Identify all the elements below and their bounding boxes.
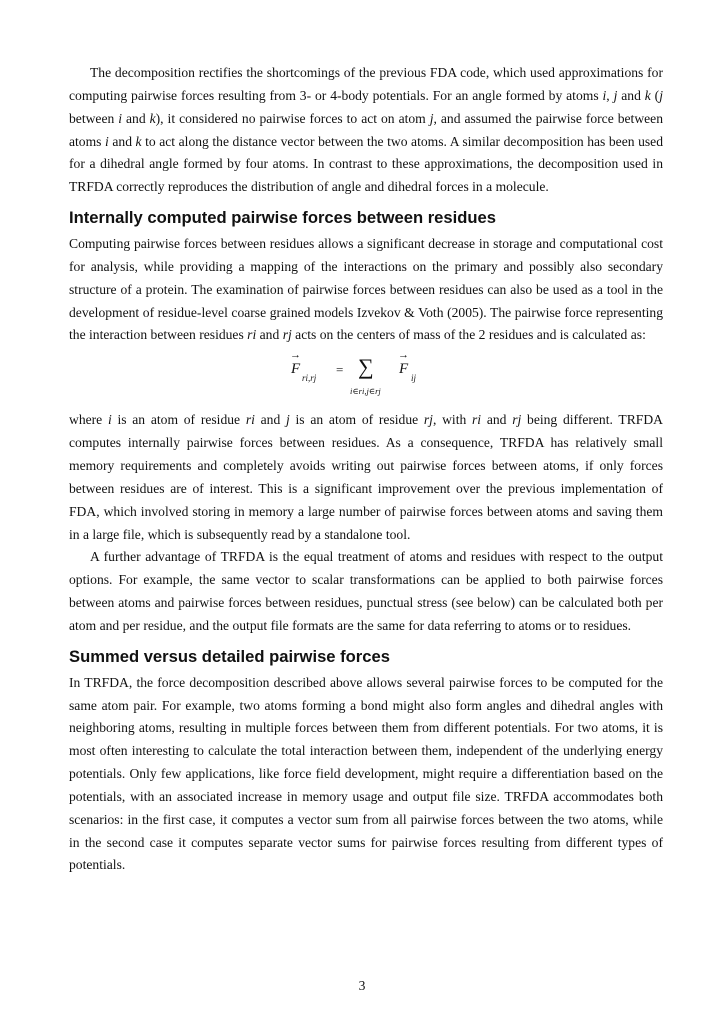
rhs-subscript: ij [411,373,417,384]
lhs-force-vector: → F [290,349,301,378]
equation-residue-force [69,349,663,403]
equals-sign: = [336,362,344,378]
rhs-force-vector: → F [398,349,409,378]
section-heading-summed-detailed: Summed versus detailed pairwise forces [69,646,390,666]
page-content [69,62,663,877]
summation-symbol: ∑ [358,354,374,380]
section-heading-residue-forces: Internally computed pairwise forces between residues [69,208,496,228]
paragraph-summed-detailed: In TRFDA, the force decomposition described above allows several pairwise forces to be computed for the same atom pair. For example, two atoms forming a bond might also form angles and dihedral angles with neighboring atoms, resulting in multiple forces between them from different potentials. For two atoms, it is most often interesting to calculate the total interaction between them, independent of the underlying energy potentials. Only few applications, like force field development, might require a differentiation based on the potentials, with an associated increase in memory usage and output file size. TRFDA accommodates both scenarios: in the first case, it computes a vector sum from all pairwise forces between the two atoms, while in the second case it computes separate vector sums for pairwise forces resulting from different types of potentials. [69,674,663,873]
page-number: 3 [358,978,366,993]
paragraph-internal-computation: where i is an atom of residue ri and j is an atom of residue rj, with ri and rj being different. TRFDA computes internally pairwise forces between residues. As a consequence, TRFDA has relatively small memory requirements and completely avoids writing out pairwise forces between atoms, if only forces between residues are of interest. This is a significant improvement over the previous implementation of FDA, which involved storing in memory a large number of pairwise forces between atoms and saving them in a large file, which is subsequently read by a standalone tool. [69,412,663,542]
summation-subscript: i∈ri,j∈rj [350,386,381,397]
paragraph-residue-forces: Computing pairwise forces between residues allows a significant decrease in storage and computational cost for analysis, while providing a mapping of the interactions on the primary and possibly also secondary structure of a protein. The examination of pairwise forces between residues can also be used as a tool in the development of residue-level coarse grained models Izvekov & Voth (2005). The pairwise force representing the interaction between residues ri and rj acts on the centers of mass of the 2 residues and is calculated as: [69,236,663,343]
lhs-subscript: ri,rj [302,373,317,384]
paragraph-fda-decomposition: The decomposition rectifies the shortcomings of the previous FDA code, which used approximations for computing pairwise forces resulting from 3- or 4-body potentials. For an angle formed by atoms i, j and k (j between i and k), it considered no pairwise forces to act on atom j, and assumed the pairwise force between atoms i and k to act along the distance vector between the two atoms. A similar decomposition has been used for a dihedral angle formed by four atoms. In contrast to these approximations, the decomposition used in TRFDA correctly reproduces the distribution of angle and dihedral forces in a molecule. [69,65,663,195]
paragraph-equal-treatment: A further advantage of TRFDA is the equal treatment of atoms and residues with respect to the output options. For example, the same vector to scalar transformations can be applied to both pairwise forces between atoms and pairwise forces between residues, punctual stress (see below) can be calculated both per atom and per residue, and the output file formats are the same for data referring to atoms or to residues. [69,549,663,633]
